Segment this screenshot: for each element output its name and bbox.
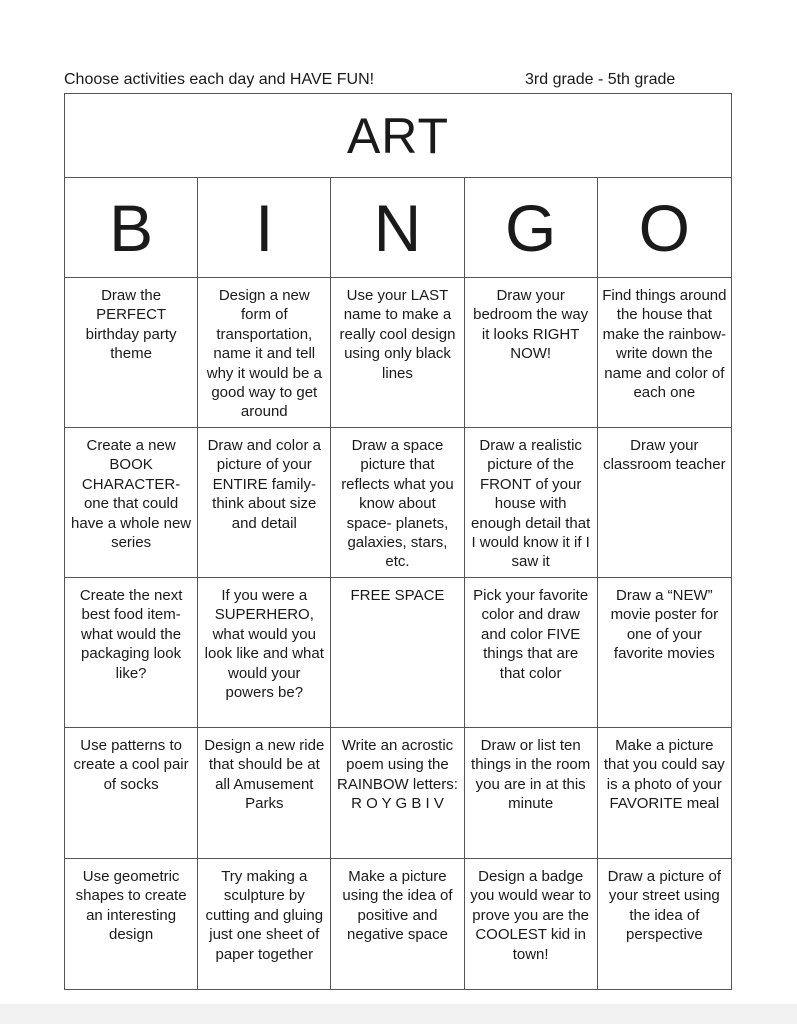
free-space-cell: FREE SPACE [331,578,464,727]
letter-b: B [65,178,198,277]
bingo-row-5 [65,859,731,989]
bingo-cell: Make a picture that you could say is a photo of your FAVORITE meal [603,737,725,813]
bingo-cell: Create the next best food item- what would the packaging look like? [65,578,198,727]
bingo-cell: Draw the PERFECT birthday party theme [65,278,198,427]
bingo-cell: Draw a space picture that reflects what you know about space- planets, galaxies, stars, etc. [331,428,464,577]
bingo-cell: Design a new form of transportation, name it and tell why it would be a good way to get around [198,278,331,427]
bingo-cell: Pick your favorite color and draw and color FIVE things that are that color [465,578,598,727]
bingo-cell: Use patterns to create a cool pair of socks [65,728,198,858]
bingo-cell: Design a new ride that should be at all Amusement Parks [198,728,331,858]
bingo-row-2 [65,428,731,578]
letter-g: G [465,178,598,277]
bingo-row-3 [65,578,731,728]
bingo-row-1 [65,278,731,428]
bingo-cell: Draw a “NEW” movie poster for one of your favorite movies [610,587,719,663]
bingo-row-4 [65,728,731,859]
bingo-cell: Draw your classroom teacher [603,437,726,474]
bingo-cell: Find things around the house that make the rainbow- write down the name and color of each one [602,287,727,402]
bingo-cell: If you were a SUPERHERO, what would you look like and what would your powers be? [198,578,331,727]
letter-i: I [198,178,331,277]
page-bottom-bar [0,1004,797,1024]
bingo-cell: Create a new BOOK CHARACTER- one that could have a whole new series [65,428,198,577]
bingo-cell: Use your LAST name to make a really cool design using only black lines [331,278,464,427]
bingo-cell: Design a badge you would wear to prove you are the COOLEST kid in town! [465,859,598,989]
board-title: ART [65,94,731,178]
bingo-cell: Draw a picture of your street using the idea of perspective [607,868,722,944]
bingo-cell: Draw your bedroom the way it looks RIGHT NOW! [465,278,598,427]
bingo-cell: Draw and color a picture of your ENTIRE family- think about size and detail [198,428,331,577]
bingo-cell: Draw a realistic picture of the FRONT of your house with enough detail that I would know it if I saw it [465,428,598,577]
letter-row [65,178,731,278]
bingo-cell: Make a picture using the idea of positive and negative space [331,859,464,989]
letter-o: O [638,190,691,265]
bingo-board [64,93,732,990]
bingo-cell: Draw or list ten things in the room you are in at this minute [465,728,598,858]
letter-n: N [331,178,464,277]
bingo-cell: Use geometric shapes to create an interesting design [65,859,198,989]
grade-range-text: 3rd grade - 5th grade [525,71,676,88]
bingo-cell: Try making a sculpture by cutting and gluing just one sheet of paper together [198,859,331,989]
bingo-cell: Write an acrostic poem using the RAINBOW letters: R O Y G B I V [331,728,464,858]
instructions-text: Choose activities each day and HAVE FUN! [64,71,375,88]
